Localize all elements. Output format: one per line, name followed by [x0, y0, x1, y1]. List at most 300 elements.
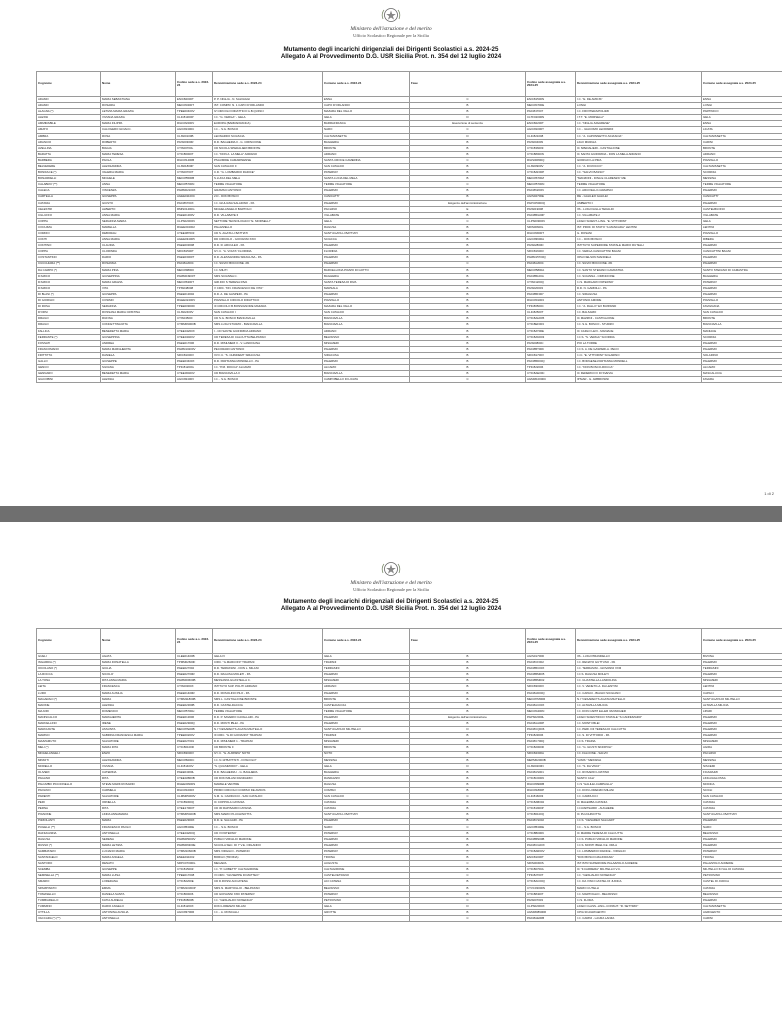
cell-comune-sede-2023: GELA — [323, 903, 410, 909]
cell-codice-sede-2023: MEIC85500B — [176, 176, 213, 182]
cell-codice-sede-2023: PAEE01300V — [176, 212, 213, 218]
cell-denominazione-sede-2023: D.D. R. ARCULEO - PA — [213, 243, 323, 249]
cell-cognome: AMATO — [37, 127, 101, 133]
cell-nome: MARIA TERESA — [101, 151, 176, 157]
cell-nome: ROSANNA — [101, 261, 176, 267]
cell-nome: BENEDETTA MARIA — [101, 371, 176, 377]
cell-codice-sede-2023: CLIS00100B — [176, 133, 213, 139]
cell-comune-sede-2024: PALAZZOLO ACREIDE — [702, 861, 782, 867]
cell-cognome: CILLUFFO — [37, 212, 101, 218]
cell-codice-sede-2023: CTMM11800B — [176, 696, 213, 702]
cell-fase: B — [410, 909, 526, 915]
cell-fase: B — [410, 188, 526, 194]
cell-denominazione-sede-2023: D.D. CASTELDACCIA — [213, 702, 323, 708]
cell-cognome: CALECA — [37, 188, 101, 194]
cell-denominazione-sede-2023: GRAMSCI ANTONIO — [213, 188, 323, 194]
cell-codice-sede-2024: PAIC8BG00P — [526, 212, 576, 218]
cell-denominazione-sede-2024: I.C. "A. RALLO" EX B.RIPAND — [576, 304, 702, 310]
cell-fase: B — [410, 255, 526, 261]
cell-denominazione-sede-2023: ISTITUTO SUP. POLITI ADRANO — [213, 684, 323, 690]
cell-nome: LOREDANA — [101, 879, 176, 885]
cell-fase: C — [410, 261, 526, 267]
cell-fase: B — [410, 806, 526, 812]
cell-denominazione-sede-2023: D.D. MISILMERI 1 - TRAPANI — [213, 739, 323, 745]
cell-codice-sede-2023: PAEE02900Q — [176, 721, 213, 727]
cell-comune-sede-2023: SAN CATALDO — [323, 794, 410, 800]
cell-denominazione-sede-2023: SCUOLA SEC. DI I° V.E. ORLANDO — [213, 842, 323, 848]
cell-comune-sede-2023: PALERMO — [323, 292, 410, 298]
cell-denominazione-sede-2023: CD S.G. BOSCO BIANCAVILLA — [213, 316, 323, 322]
cell-comune-sede-2023: SAN CATALDO — [323, 310, 410, 316]
cell-fase: B — [410, 660, 526, 666]
cell-cognome: AVELLINA — [37, 145, 101, 151]
cell-denominazione-sede-2024: "DON BOSCO-MAJORANA" — [576, 855, 702, 861]
cell-comune-sede-2024: PALERMO — [702, 836, 782, 842]
cell-denominazione-sede-2024: I.C.S. "S. VERGA" SCORDIA — [576, 334, 702, 340]
cell-fase: B — [410, 237, 526, 243]
cell-codice-sede-2023: CTIC89300Q — [176, 800, 213, 806]
cell-codice-sede-2023: CTIS00700T — [176, 170, 213, 176]
cell-fase: Esecuzione di sentenza — [410, 121, 526, 127]
cell-denominazione-sede-2024: ISTITUTO SUPERIORE STATALE MARIO RUTELLI — [576, 243, 702, 249]
cell-codice-sede-2024: CTIC8B0009 — [526, 830, 576, 836]
cell-nome: ROBERTO — [101, 139, 176, 145]
cell-nome: DOMENICO — [101, 708, 176, 714]
cell-comune-sede-2024: SANTO STEFANO DI CAMASTRA — [702, 267, 782, 273]
cell-comune-sede-2023: ALCAMO — [323, 365, 410, 371]
cell-denominazione-sede-2024: I.C. DA VINCI CASTEL DI JUDICA — [576, 879, 702, 885]
cell-denominazione-sede-2024: I.C. FRIVITERA/POLIZZI — [576, 109, 702, 115]
cell-denominazione-sede-2023: I.C. N.13"BATTISTI - FOSCOLO" — [213, 757, 323, 763]
cell-nome: MARIA RITA — [101, 745, 176, 751]
cell-nome: RITA — [101, 806, 176, 812]
cell-comune-sede-2024: SAN CATALDO — [702, 310, 782, 316]
cell-denominazione-sede-2023: D.D. TERRASINI - DON L. MILANI — [213, 666, 323, 672]
cell-cognome: RAFFAGNINA — [37, 830, 101, 836]
cell-nome: ANNA — [101, 182, 176, 188]
cell-nome: MARIA MARGHERITA — [101, 346, 176, 352]
cell-comune-sede-2023: GELA — [323, 654, 410, 660]
cell-comune-sede-2023: BRONTE — [323, 696, 410, 702]
cell-codice-sede-2023: CTIS00300X — [176, 684, 213, 690]
cell-nome: LETIZIA MARIA GRAZIA — [101, 109, 176, 115]
cell-fase: B — [410, 842, 526, 848]
cell-cognome: SPAMPINATO — [37, 885, 101, 891]
cell-comune-sede-2023: TERME VIGLIATORE — [323, 182, 410, 188]
cell-codice-sede-2024: PAIS020003 — [526, 285, 576, 291]
cell-nome: CLORINDA — [101, 249, 176, 255]
cell-codice-sede-2023: PAEE01400R — [176, 690, 213, 696]
cell-denominazione-sede-2024: I.C. S. DI VITTORIO - PA — [576, 733, 702, 739]
cell-nome: DEBORAH — [101, 231, 176, 237]
cell-denominazione-sede-2023: I.C. "P. GOBETTI" CALTAGIRONE — [213, 867, 323, 873]
cell-denominazione-sede-2024: I.C. V. VENETO-A. DA LENTINI — [576, 684, 702, 690]
cell-fase: B — [410, 103, 526, 109]
column-header-cognome: Cognome — [37, 72, 101, 97]
cell-denominazione-sede-2024: I.C. - S.G. BOSCO — [576, 824, 702, 830]
cell-comune-sede-2023: BARCELLONA POZZO DI GOTTO — [323, 267, 410, 273]
cell-nome: SABRINA FRANCESCA MARIA — [101, 733, 176, 739]
cell-denominazione-sede-2023: I.C. MILITI — [213, 267, 323, 273]
cell-codice-sede-2023: AGEE01100C — [176, 194, 213, 200]
cell-cognome: ADAMO — [37, 97, 101, 103]
cell-denominazione-sede-2023: D.D. VILLABATE II — [213, 212, 323, 218]
cell-denominazione-sede-2023: IV I.C. "G. AURISPA" NOTO — [213, 751, 323, 757]
cell-comune-sede-2024: PALERMO — [702, 292, 782, 298]
cell-comune-sede-2024: CASTEL DI JUDICA — [702, 879, 782, 885]
cell-denominazione-sede-2024: I.C. BALSAMO — [576, 310, 702, 316]
cell-nome: ALESSIA — [101, 377, 176, 383]
cell-codice-sede-2023: SRIC81500T — [176, 249, 213, 255]
cell-codice-sede-2023: PAMM10200V — [176, 346, 213, 352]
cell-codice-sede-2023: AGEE034005 — [176, 237, 213, 243]
cell-nome: MARIA LUISA — [101, 873, 176, 879]
cell-codice-sede-2024: RGIC80900B — [526, 781, 576, 787]
cell-codice-sede-2024: SRIS00300S — [526, 861, 576, 867]
cell-comune-sede-2023: GROTTE — [323, 909, 410, 915]
cell-denominazione-sede-2024: I.C.S. "CESAREO SALGARI" — [576, 818, 702, 824]
cell-cognome: SEMINELLA (**) — [37, 873, 101, 879]
cell-codice-sede-2024: SRIS00600L — [526, 224, 576, 230]
cell-comune-sede-2023: SCIACCA — [323, 237, 410, 243]
cell-comune-sede-2024: SANT'AGATA LI BATTIATI — [702, 812, 782, 818]
cell-comune-sede-2023: MAZARA DEL VALLO — [323, 304, 410, 310]
cell-denominazione-sede-2024: I.C.S. PUBLIO VIRGILIO MARONE — [576, 836, 702, 842]
cell-codice-sede-2023: AGIC85300E — [176, 824, 213, 830]
cell-comune-sede-2023: PALERMO — [323, 346, 410, 352]
cell-comune-sede-2024: ALCAMO — [702, 365, 782, 371]
cell-codice-sede-2024: PAIC8BC00X — [526, 666, 576, 672]
cell-nome: MARGHERITA — [101, 714, 176, 720]
table-row — [37, 916, 782, 922]
cell-comune-sede-2023: PALERMO — [323, 359, 410, 365]
cell-denominazione-sede-2024: LICEO SCIENTIFICO STATALE "S.CANNIZZARO" — [576, 714, 702, 720]
cell-denominazione-sede-2024: UMBERTO I — [576, 200, 702, 206]
cell-comune-sede-2024: CAPACI — [702, 690, 782, 696]
cell-comune-sede-2023: PALERMO — [323, 261, 410, 267]
cell-fase: B — [410, 316, 526, 322]
cell-cognome: MAJURI — [37, 708, 101, 714]
cell-fase: B — [410, 879, 526, 885]
cell-codice-sede-2024: CTIC8AC00Q — [526, 879, 576, 885]
cell-codice-sede-2024: PAIS007003 — [526, 897, 576, 903]
cell-codice-sede-2024: AGIC81000T — [526, 127, 576, 133]
cell-codice-sede-2024: PAIS00800C — [526, 340, 576, 346]
cell-denominazione-sede-2023: SMS LUIGI STURZO - BIANCAVILLA — [213, 322, 323, 328]
cell-cognome: GUELI — [37, 654, 101, 660]
cell-denominazione-sede-2024: N.I "CESAREO"S.AGATA MILITELLO — [576, 696, 702, 702]
cell-comune-sede-2023: SANTA LUCIA DEL MELA — [323, 176, 410, 182]
cell-denominazione-sede-2024: G. ROSANI — [576, 231, 702, 237]
cell-codice-sede-2023: CTIC81500Z — [176, 867, 213, 873]
cell-comune-sede-2023: PETROSINO — [323, 897, 410, 903]
cell-fase: B — [410, 273, 526, 279]
column-header-fase: Fase — [410, 629, 526, 654]
cell-codice-sede-2024: ENIC82200T — [526, 121, 576, 127]
cell-codice-sede-2023: ENEE011002 — [176, 855, 213, 861]
cell-comune-sede-2023: BAGHERIA — [323, 273, 410, 279]
cell-fase: C — [410, 182, 526, 188]
cell-comune-sede-2024: AGRIGENTO — [702, 909, 782, 915]
cell-denominazione-sede-2023: MESSANNI-GUASTELLA C. — [213, 678, 323, 684]
cell-comune-sede-2024: PALERMO — [702, 818, 782, 824]
cell-codice-sede-2024: ENIC81000T — [526, 855, 576, 861]
cell-cognome: PERI — [37, 800, 101, 806]
cell-denominazione-sede-2024: MARIO CUTELLI — [576, 885, 702, 891]
cell-comune-sede-2024: MESSINA — [702, 176, 782, 182]
cell-denominazione-sede-2024: I.C.S. RAGUSA MOLETI — [576, 672, 702, 678]
cell-denominazione-sede-2023: N.I "CESAREO"S.AGATA MILITELLO — [213, 727, 323, 733]
cell-cognome: CALABRO' (**) — [37, 182, 101, 188]
cell-nome: ANTONELLA — [101, 916, 176, 922]
cell-comune-sede-2024: PALERMO — [702, 285, 782, 291]
cell-codice-sede-2023: PAMM04900T — [176, 273, 213, 279]
cell-nome: SERAFINA — [101, 304, 176, 310]
cell-cognome: MINNITI — [37, 757, 101, 763]
cell-denominazione-sede-2023: CD BIANCAVILLA II — [213, 371, 323, 377]
cell-codice-sede-2024: MEIC85800A — [526, 267, 576, 273]
cell-fase: B — [410, 212, 526, 218]
cell-nome: KATIA AURELIA — [101, 897, 176, 903]
cell-comune-sede-2023: BELPASSO — [323, 334, 410, 340]
cell-denominazione-sede-2023: CD 30 RAPISARDI CATANIA — [213, 806, 323, 812]
cell-comune-sede-2024: CATANIA — [702, 800, 782, 806]
cell-codice-sede-2024: CTIC8AT00E — [526, 328, 576, 334]
cell-denominazione-sede-2024: I.C. "A. CAPONNETTO-SCIASCIA" — [576, 133, 702, 139]
cell-comune-sede-2024: CATANIA — [702, 806, 782, 812]
cell-denominazione-sede-2023: I.C. "GESUALDO NOSENGO" — [213, 897, 323, 903]
cell-comune-sede-2024: PALERMO — [702, 714, 782, 720]
cell-cognome: FRANCOMANO — [37, 346, 101, 352]
cell-comune-sede-2023: GELA — [323, 218, 410, 224]
cell-comune-sede-2023: BARRAFRANCA — [323, 121, 410, 127]
cell-denominazione-sede-2024: LONGI — [576, 103, 702, 109]
cell-codice-sede-2024: CTIC8EF003 — [526, 322, 576, 328]
cell-nome: COSIMO — [101, 298, 176, 304]
cell-nome: MICHELE — [101, 176, 176, 182]
cell-denominazione-sede-2024: I.C. "GESUALDO NOSENGO" — [576, 873, 702, 879]
cell-denominazione-sede-2024: I.I.S "GALILEI-CAMPAILLA" — [576, 781, 702, 787]
cell-comune-sede-2024: LINGUAGLOSSA — [702, 775, 782, 781]
cell-denominazione-sede-2023: SAN CATALDO I — [213, 310, 323, 316]
cell-codice-sede-2024: CTIC8AB004 — [526, 800, 576, 806]
cell-nome: DARIO ANGELO — [101, 903, 176, 909]
cell-comune-sede-2023: ADRANO — [323, 151, 410, 157]
cell-fase: D — [410, 133, 526, 139]
cell-codice-sede-2023: CLEE01400B — [176, 654, 213, 660]
cell-cognome: AMMIRABILE — [37, 121, 101, 127]
cell-fase: B — [410, 885, 526, 891]
cell-fase: C — [410, 794, 526, 800]
cell-codice-sede-2024: PAIC8AC00X — [526, 702, 576, 708]
cell-denominazione-sede-2024: I.C. S.G. BOSCO - STURZO — [576, 322, 702, 328]
cell-fase: B — [410, 721, 526, 727]
cell-comune-sede-2023: NOTO — [323, 751, 410, 757]
cell-cognome: PERNA — [37, 806, 101, 812]
cell-fase: C — [410, 218, 526, 224]
cell-comune-sede-2024: PALERMO — [702, 733, 782, 739]
cell-fase: B — [410, 170, 526, 176]
cell-codice-sede-2023: MEIC88200C — [176, 757, 213, 763]
cell-comune-sede-2023: CAMPOBELLO DI LICATA — [323, 377, 410, 383]
cell-codice-sede-2024: AGIS02700E — [526, 194, 576, 200]
column-header-codice-sede-2023: Codice sede a.s. 2023-24 — [176, 72, 213, 97]
cell-comune-sede-2023: PACHINO — [323, 206, 410, 212]
cell-fase: B — [410, 164, 526, 170]
cell-codice-sede-2023: PAEE013006 — [176, 714, 213, 720]
cell-fase: B — [410, 279, 526, 285]
cell-fase: B — [410, 830, 526, 836]
cell-denominazione-sede-2024: I.C. ROSARIO LIVATINO — [576, 769, 702, 775]
cell-comune-sede-2023: FLORIDIA — [323, 249, 410, 255]
cell-comune-sede-2023: PATERNO' — [323, 849, 410, 855]
cell-comune-sede-2023: MESSINA — [323, 757, 410, 763]
cell-codice-sede-2023: PAMM06300E — [176, 842, 213, 848]
cell-codice-sede-2024: CLPS00900N — [526, 218, 576, 224]
cell-fase: B — [410, 672, 526, 678]
cell-comune-sede-2023: BIANCAVILLA — [323, 322, 410, 328]
republic-emblem-icon — [380, 560, 402, 578]
cell-codice-sede-2024: PAIC8AA00P — [526, 721, 576, 727]
cell-cognome: GALLO — [37, 359, 101, 365]
cell-nome: MARIA — [101, 818, 176, 824]
cell-comune-sede-2023: ENNA — [323, 97, 410, 103]
cell-comune-sede-2024: PALERMO — [702, 188, 782, 194]
cell-comune-sede-2024: AGIRA — [702, 745, 782, 751]
cell-codice-sede-2024: CTIC80700A — [526, 867, 576, 873]
cell-comune-sede-2023: MAZARA DEL VALLO — [323, 109, 410, 115]
cell-codice-sede-2023: PAEE017006 — [176, 340, 213, 346]
cell-comune-sede-2023: COMISO — [323, 788, 410, 794]
cell-nome: SALVATORE — [101, 739, 176, 745]
cell-denominazione-sede-2024: I.C. VILLABATE 2 — [576, 212, 702, 218]
table-row — [37, 377, 782, 383]
cell-fase: Esigenze dell'amministrazione — [410, 714, 526, 720]
cell-denominazione-sede-2023: CD D.ROSSI ACICATENA — [213, 879, 323, 885]
cell-denominazione-sede-2024: I.C. ALTAVILLA MILICIA — [576, 702, 702, 708]
cell-codice-sede-2023: MEIC87E00B — [176, 727, 213, 733]
cell-comune-sede-2024: POZZALLO — [702, 231, 782, 237]
cell-comune-sede-2023: PALERMO — [323, 200, 410, 206]
cell-denominazione-sede-2023 — [213, 916, 323, 922]
cell-codice-sede-2023: CTEE02800B — [176, 775, 213, 781]
cell-comune-sede-2023: AUGUSTA — [323, 861, 410, 867]
column-header-denominazione-sede-2023: Denominazione sede a.s. 2023-24 — [213, 72, 323, 97]
cell-comune-sede-2023: GELA — [323, 763, 410, 769]
cell-cognome: D'AMICO — [37, 285, 101, 291]
cell-denominazione-sede-2024: IC "F.CARRERA" MILITELLO V.C. — [576, 867, 702, 873]
cell-cognome: CONTINO — [37, 243, 101, 249]
cell-cognome: CUCCHIARA (**) — [37, 261, 101, 267]
cell-codice-sede-2023: RGIC81000X — [176, 788, 213, 794]
cell-comune-sede-2024: ADRANO — [702, 151, 782, 157]
cell-codice-sede-2023: RGEE02400V — [176, 298, 213, 304]
cell-fase: C — [410, 824, 526, 830]
cell-comune-sede-2024: PALERMO — [702, 672, 782, 678]
cell-comune-sede-2023: GELA — [323, 115, 410, 121]
cell-codice-sede-2023: TPIC80800B — [176, 897, 213, 903]
cell-cognome: FOSSATI — [37, 340, 101, 346]
cell-denominazione-sede-2024: I.C.S. TRAINA — [576, 739, 702, 745]
cell-cognome: SANTORO — [37, 861, 101, 867]
cell-denominazione-sede-2023: LEONARDO SCIASCIA — [213, 133, 323, 139]
cell-comune-sede-2023: ADRANO — [323, 684, 410, 690]
cell-codice-sede-2024: SRIC84300A — [526, 751, 576, 757]
cell-fase: B — [410, 243, 526, 249]
cell-denominazione-sede-2023: III CIRC. "G.DI GIOVANNI" TRAPANI — [213, 733, 323, 739]
cell-codice-sede-2024: CTIC836009 — [526, 145, 576, 151]
cell-codice-sede-2023: TPEE00400V — [176, 109, 213, 115]
cell-codice-sede-2023: TPEE00900D — [176, 304, 213, 310]
cell-codice-sede-2024: PAIC8A2004 — [526, 261, 576, 267]
cell-fase: B — [410, 231, 526, 237]
cell-comune-sede-2024: RIBERA — [702, 237, 782, 243]
cell-cognome: LEITA — [37, 684, 101, 690]
cell-codice-sede-2024: CTIS01200Q — [526, 279, 576, 285]
cell-cognome: IOCOLANO (*) — [37, 666, 101, 672]
cell-comune-sede-2024: NISCEMI — [702, 763, 782, 769]
cell-cognome: LA TONA — [37, 678, 101, 684]
cell-comune-sede-2024: PALERMO — [702, 660, 782, 666]
cell-comune-sede-2024: POZZALLO — [702, 157, 782, 163]
cell-comune-sede-2024: MISILMERI — [702, 678, 782, 684]
cell-nome: MARIELLA — [101, 224, 176, 230]
cell-comune-sede-2023: TERME VIGLIATORE — [323, 708, 410, 714]
cell-comune-sede-2024: MISILMERI — [702, 739, 782, 745]
cell-fase: B — [410, 684, 526, 690]
cell-denominazione-sede-2023: PALAZZELLO — [213, 224, 323, 230]
cell-cognome: BONARDELLI — [37, 176, 101, 182]
cell-denominazione-sede-2023: DD CIRCOLO - GIOVANNI XXIII — [213, 237, 323, 243]
cell-nome: RENATO — [101, 861, 176, 867]
cell-fase: C — [410, 916, 526, 922]
office-name: Ufficio Scolastico Regionale per la Sicilia — [353, 587, 429, 592]
cell-nome: ANDREA — [101, 340, 176, 346]
cell-comune-sede-2023: PALERMO — [323, 188, 410, 194]
cell-nome: FRANCESCA — [101, 684, 176, 690]
cell-codice-sede-2023: TPEE00200V — [176, 733, 213, 739]
document-page-2 — [0, 522, 782, 1024]
cell-comune-sede-2024: PALERMO — [702, 359, 782, 365]
cell-cognome: MARCELLINO — [37, 721, 101, 727]
cell-nome: MARIA DONATELLA — [101, 660, 176, 666]
cell-nome: ENZO — [101, 751, 176, 757]
column-header-comune-sede-2024: Comune sede assegnata a.s. 2024-25 — [702, 72, 782, 97]
cell-codice-sede-2023: PAEE013002 — [176, 292, 213, 298]
cell-denominazione-sede-2023: PSAUMIDE CAMARINENSE — [213, 157, 323, 163]
cell-cognome: PIGNONE — [37, 812, 101, 818]
cell-denominazione-sede-2023: GELA IV — [213, 654, 323, 660]
cell-denominazione-sede-2024: IC MALERBA CATANIA — [576, 800, 702, 806]
cell-comune-sede-2024: MILITELLO IN VAL DI CATANIA — [702, 867, 782, 873]
cell-denominazione-sede-2024: I.C. "SALVO BASSO" — [576, 170, 702, 176]
cell-codice-sede-2024: PAIC8BD00Q — [526, 359, 576, 365]
cell-denominazione-sede-2023: D.D. RAGUSA MOLETI - PA — [213, 672, 323, 678]
cell-codice-sede-2023: SRPC07000G — [176, 861, 213, 867]
cell-nome: DANIELA — [101, 352, 176, 358]
cell-comune-sede-2023: CATANIA — [323, 800, 410, 806]
cell-nome: DANIELA SANTA — [101, 891, 176, 897]
cell-denominazione-sede-2023: D.D. MISILMERI II - V. LANDOLINA — [213, 340, 323, 346]
cell-denominazione-sede-2023: I - CD SANTE GIUFFRIDA ADRANO — [213, 328, 323, 334]
cell-comune-sede-2024: CARINI — [702, 139, 782, 145]
cell-fase: B — [410, 757, 526, 763]
cell-comune-sede-2024: PALERMO — [702, 727, 782, 733]
cell-fase: C — [410, 861, 526, 867]
cell-codice-sede-2023: MEIC85700N — [176, 182, 213, 188]
cell-comune-sede-2024: CALTANISSETTA — [702, 164, 782, 170]
cell-denominazione-sede-2024: I.C. ARCIVELLO-GRAMSCI — [576, 188, 702, 194]
